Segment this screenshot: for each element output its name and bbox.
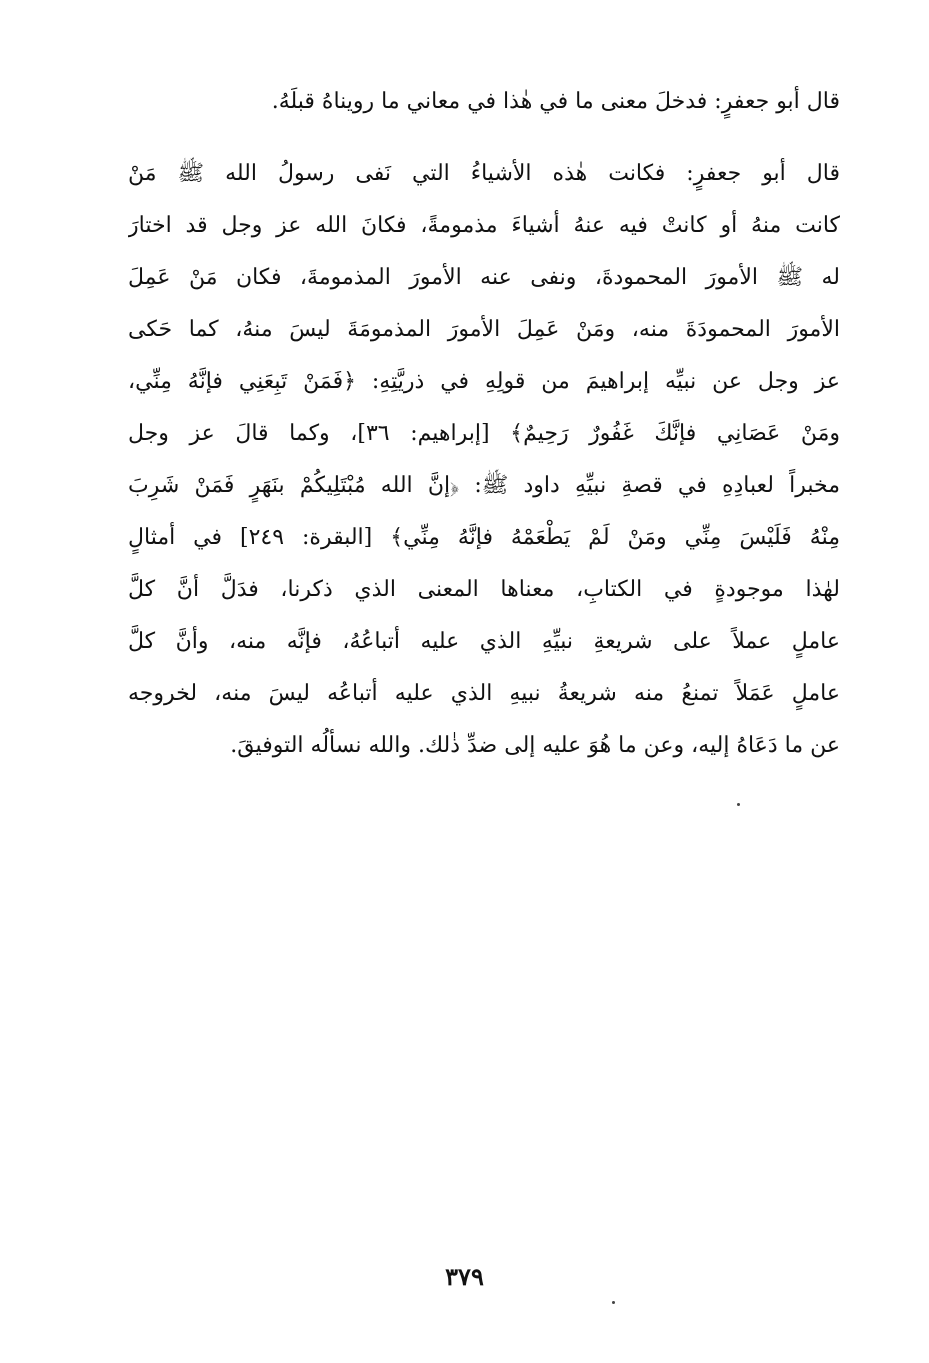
paragraph-2-line: ومَنْ عَصَانِي فإنَّكَ غَفُورٌ رَحِيمٌ﴾ [إبراهيم: ٣٦]، وكما قالَ عز وجل: [128, 421, 840, 446]
paragraph-2-line: عاملٍ عملاً على شريعةِ نبيِّهِ الذي عليه أتباعُهُ، فإنَّه منه، وأنَّ كلَّ: [128, 629, 840, 654]
paragraph-2-line: لهٰذا موجودةٍ في الكتابِ، معناها المعنى الذي ذكرنا، فدَلَّ أنَّ كلَّ: [128, 577, 840, 602]
paragraph-2-line: مخبراً لعبادِهِ في قصةِ نبيِّهِ داود ﷺ: ﴿إنَّ الله مُبْتَلِيكُمْ بنَهَرٍ فَمَنْ شَرِبَ: [128, 473, 840, 498]
paragraph-2-line: له ﷺ الأمورَ المحمودةَ، ونفى عنه الأمورَ المذمومةَ، فكان مَنْ عَمِلَ: [128, 265, 840, 290]
paragraph-1-line: قال أبو جعفرٍ: فدخلَ معنى ما في هٰذا في معاني ما رويناهُ قبلَهُ.: [271, 89, 840, 114]
paragraph-2-line: عاملٍ عَمَلاً تمنعُ منه شريعةُ نبيهِ الذي عليه أتباعُه ليسَ منه، لخروجه: [128, 681, 840, 706]
paragraph-2-line: قال أبو جعفرٍ: فكانت هٰذه الأشياءُ التي نَفى رسولُ الله ﷺ مَنْ: [128, 161, 840, 186]
paragraph-1: [128, 76, 840, 128]
paragraph-2-line: عن ما دَعَاهُ إليه، وعن ما هُوَ عليه إلى ضدِّ ذٰلك. والله نسألُه التوفيقَ.: [230, 733, 840, 758]
scan-speck: [612, 1301, 615, 1304]
paragraph-2-line: كانت منهُ أو كانتْ فيه عنهُ أشياءَ مذمومةً، فكانَ الله عز وجل قد اختارَ: [128, 213, 840, 238]
paragraph-2-line: مِنْهُ فَلَيْسَ مِنِّي ومَنْ لَمْ يَطْعَمْهُ فإنَّهُ مِنِّي﴾ [البقرة: ٢٤٩] في أمثالٍ: [128, 525, 840, 550]
page-number: ٣٧٩: [445, 1262, 484, 1291]
paragraph-2: [128, 148, 840, 772]
paragraph-2-line: عز وجل عن نبيِّه إبراهيمَ من قولِهِ في ذريَّتِهِ: ﴿فَمَنْ تَبِعَنِي فإنَّهُ مِنِّي،: [128, 369, 840, 394]
paragraph-2-line: الأمورَ المحمودَةَ منه، ومَنْ عَمِلَ الأمورَ المذمومَةَ ليسَ منهُ، كما حَكى: [128, 317, 840, 342]
scan-speck: [737, 803, 740, 806]
